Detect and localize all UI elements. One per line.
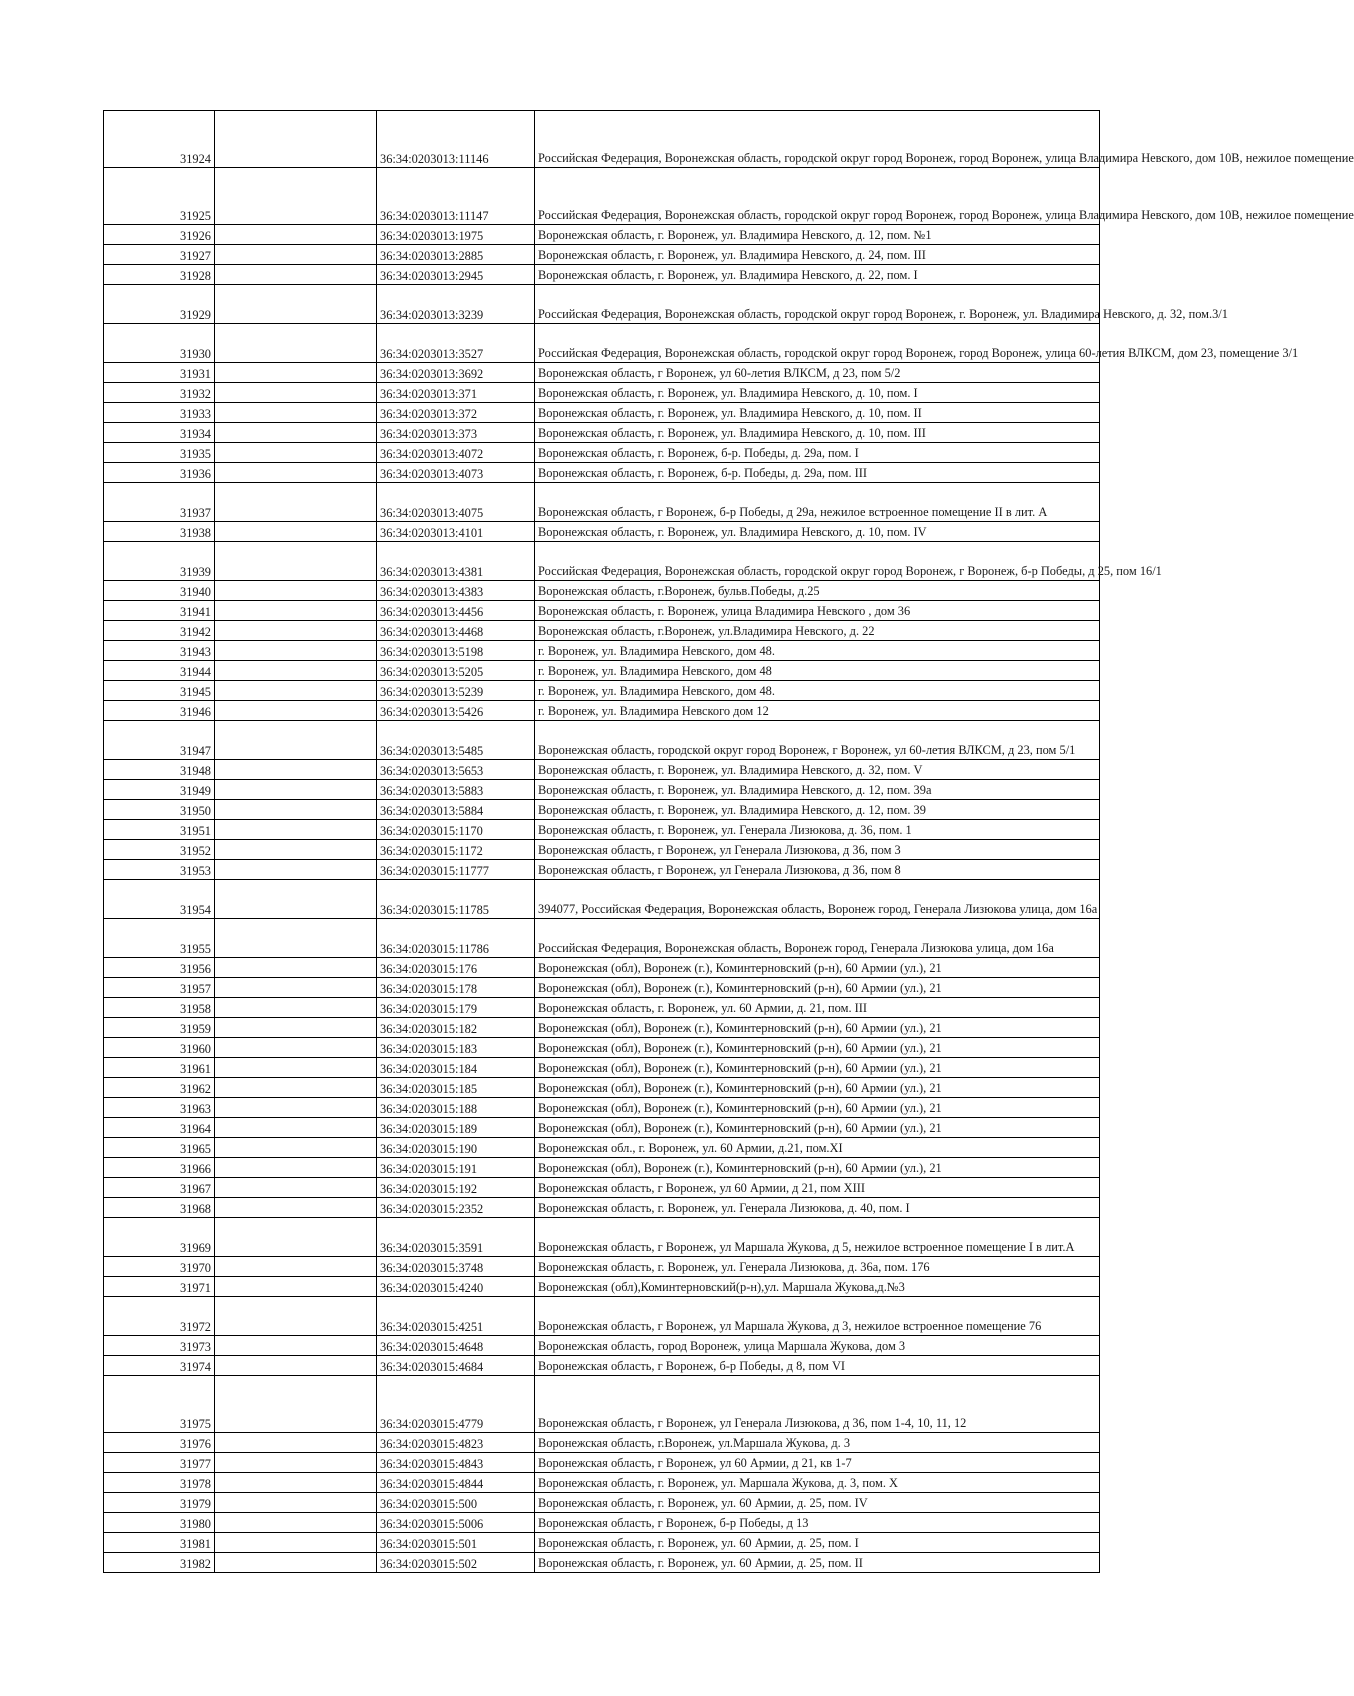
address-cell: Воронежская область, г. Воронеж, ул. Владимира Невского, д. 24, пом. III (535, 245, 1100, 265)
row-number-cell: 31978 (104, 1473, 215, 1493)
cadastral-number-cell: 36:34:0203015:502 (377, 1553, 535, 1573)
row-number-cell: 31967 (104, 1178, 215, 1198)
empty-cell (215, 820, 377, 840)
cadastral-number-cell: 36:34:0203013:4456 (377, 601, 535, 621)
address-cell: г. Воронеж, ул. Владимира Невского, дом 48 (535, 661, 1100, 681)
address-cell: г. Воронеж, ул. Владимира Невского, дом 48. (535, 681, 1100, 701)
empty-cell (215, 522, 377, 542)
table-row (104, 423, 1100, 443)
row-number-cell: 31957 (104, 978, 215, 998)
empty-cell (215, 1078, 377, 1098)
table-row (104, 760, 1100, 780)
cadastral-number-cell: 36:34:0203015:179 (377, 998, 535, 1018)
address-cell: Воронежская область, г Воронеж, б-р Победы, д 13 (535, 1513, 1100, 1533)
address-cell: Воронежская область, город Воронеж, улица Маршала Жукова, дом 3 (535, 1336, 1100, 1356)
address-cell: Воронежская область, г Воронеж, б-р Победы, д 29а, нежилое встроенное помещение II в лит. А (535, 483, 1100, 522)
row-number-cell: 31935 (104, 443, 215, 463)
row-number-cell: 31928 (104, 265, 215, 285)
table-row (104, 1553, 1100, 1573)
cadastral-number-cell: 36:34:0203013:5884 (377, 800, 535, 820)
empty-cell (215, 168, 377, 225)
row-number-cell: 31980 (104, 1513, 215, 1533)
empty-cell (215, 111, 377, 168)
address-cell: Российская Федерация, Воронежская область, Воронеж город, Генерала Лизюкова улица, дом 16а (535, 919, 1100, 958)
empty-cell (215, 780, 377, 800)
address-cell: Воронежская (обл), Воронеж (г.), Коминтерновский (р-н), 60 Армии (ул.), 21 (535, 1158, 1100, 1178)
row-number-cell: 31952 (104, 840, 215, 860)
empty-cell (215, 601, 377, 621)
address-cell: Воронежская область, г.Воронеж, бульв.Победы, д.25 (535, 581, 1100, 601)
empty-cell (215, 1118, 377, 1138)
row-number-cell: 31976 (104, 1433, 215, 1453)
row-number-cell: 31962 (104, 1078, 215, 1098)
empty-cell (215, 840, 377, 860)
empty-cell (215, 463, 377, 483)
empty-cell (215, 1277, 377, 1297)
table-row (104, 621, 1100, 641)
address-cell: г. Воронеж, ул. Владимира Невского, дом 48. (535, 641, 1100, 661)
row-number-cell: 31968 (104, 1198, 215, 1218)
cadastral-number-cell: 36:34:0203013:5426 (377, 701, 535, 721)
row-number-cell: 31930 (104, 324, 215, 363)
cadastral-number-cell: 36:34:0203013:5883 (377, 780, 535, 800)
empty-cell (215, 721, 377, 760)
empty-cell (215, 760, 377, 780)
registry-table-body (104, 111, 1354, 1573)
address-cell: Воронежская область, г. Воронеж, б-р. Победы, д. 29а, пом. I (535, 443, 1100, 463)
cadastral-number-cell: 36:34:0203015:11786 (377, 919, 535, 958)
address-cell: 394077, Российская Федерация, Воронежская область, Воронеж город, Генерала Лизюкова улица, дом 16а (535, 880, 1100, 919)
table-row (104, 1078, 1100, 1098)
row-number-cell: 31925 (104, 168, 215, 225)
cadastral-number-cell: 36:34:0203013:4073 (377, 463, 535, 483)
table-row (104, 1533, 1100, 1553)
row-number-cell: 31951 (104, 820, 215, 840)
row-number-cell: 31944 (104, 661, 215, 681)
address-cell: Российская Федерация, Воронежская область, городской округ город Воронеж, город Воронеж, улица 60-летия ВЛКСМ, дом 23, помещение 3/1 (535, 324, 1100, 363)
row-number-cell: 31973 (104, 1336, 215, 1356)
table-row (104, 641, 1100, 661)
address-cell: Воронежская (обл), Воронеж (г.), Коминтерновский (р-н), 60 Армии (ул.), 21 (535, 1078, 1100, 1098)
table-row (104, 1433, 1100, 1453)
cadastral-number-cell: 36:34:0203013:4383 (377, 581, 535, 601)
cadastral-number-cell: 36:34:0203015:11777 (377, 860, 535, 880)
empty-cell (215, 919, 377, 958)
empty-cell (215, 978, 377, 998)
row-number-cell: 31964 (104, 1118, 215, 1138)
empty-cell (215, 958, 377, 978)
address-cell: Воронежская область, г. Воронеж, ул. Владимира Невского, д. 10, пом. III (535, 423, 1100, 443)
cadastral-number-cell: 36:34:0203013:4101 (377, 522, 535, 542)
row-number-cell: 31938 (104, 522, 215, 542)
table-row (104, 285, 1100, 324)
table-row (104, 443, 1100, 463)
cadastral-number-cell: 36:34:0203015:3591 (377, 1218, 535, 1257)
table-row (104, 1336, 1100, 1356)
empty-cell (215, 581, 377, 601)
table-row (104, 1513, 1100, 1533)
row-number-cell: 31933 (104, 403, 215, 423)
row-number-cell: 31931 (104, 363, 215, 383)
row-number-cell: 31958 (104, 998, 215, 1018)
table-row (104, 542, 1100, 581)
address-cell: Воронежская область, г Воронеж, ул Генерала Лизюкова, д 36, пом 3 (535, 840, 1100, 860)
address-cell: Воронежская (обл), Воронеж (г.), Коминтерновский (р-н), 60 Армии (ул.), 21 (535, 958, 1100, 978)
table-row (104, 860, 1100, 880)
table-row (104, 958, 1100, 978)
empty-cell (215, 1038, 377, 1058)
row-number-cell: 31974 (104, 1356, 215, 1376)
address-cell: Воронежская область, г. Воронеж, улица Владимира Невского , дом 36 (535, 601, 1100, 621)
table-row (104, 1178, 1100, 1198)
table-row (104, 1473, 1100, 1493)
address-cell: Воронежская область, г Воронеж, ул 60-летия ВЛКСМ, д 23, пом 5/2 (535, 363, 1100, 383)
table-row (104, 1098, 1100, 1118)
empty-cell (215, 1453, 377, 1473)
address-cell: Воронежская область, г. Воронеж, ул. 60 Армии, д. 25, пом. I (535, 1533, 1100, 1553)
cadastral-number-cell: 36:34:0203015:4823 (377, 1433, 535, 1453)
address-cell: Воронежская обл., г. Воронеж, ул. 60 Армии, д.21, пом.XI (535, 1138, 1100, 1158)
cadastral-number-cell: 36:34:0203015:189 (377, 1118, 535, 1138)
address-cell: Воронежская область, г Воронеж, б-р Победы, д 8, пом VI (535, 1356, 1100, 1376)
cadastral-number-cell: 36:34:0203015:11785 (377, 880, 535, 919)
cadastral-number-cell: 36:34:0203015:500 (377, 1493, 535, 1513)
cadastral-number-cell: 36:34:0203015:178 (377, 978, 535, 998)
cadastral-number-cell: 36:34:0203015:183 (377, 1038, 535, 1058)
cadastral-number-cell: 36:34:0203013:3239 (377, 285, 535, 324)
cadastral-number-cell: 36:34:0203015:1170 (377, 820, 535, 840)
table-row (104, 978, 1100, 998)
row-number-cell: 31946 (104, 701, 215, 721)
address-cell: Воронежская область, г. Воронеж, ул. Владимира Невского, д. 22, пом. I (535, 265, 1100, 285)
empty-cell (215, 1533, 377, 1553)
row-number-cell: 31982 (104, 1553, 215, 1573)
table-row (104, 111, 1100, 168)
row-number-cell: 31979 (104, 1493, 215, 1513)
address-cell: Воронежская область, г Воронеж, ул Маршала Жукова, д 5, нежилое встроенное помещение I в лит.А (535, 1218, 1100, 1257)
row-number-cell: 31947 (104, 721, 215, 760)
cadastral-number-cell: 36:34:0203013:11147 (377, 168, 535, 225)
table-row (104, 919, 1100, 958)
empty-cell (215, 423, 377, 443)
cadastral-number-cell: 36:34:0203015:4648 (377, 1336, 535, 1356)
table-row (104, 245, 1100, 265)
cadastral-number-cell: 36:34:0203013:3692 (377, 363, 535, 383)
row-number-cell: 31959 (104, 1018, 215, 1038)
empty-cell (215, 403, 377, 423)
address-cell: Воронежская область, г.Воронеж, ул.Маршала Жукова, д. 3 (535, 1433, 1100, 1453)
cadastral-number-cell: 36:34:0203015:4240 (377, 1277, 535, 1297)
address-cell: Воронежская область, г. Воронеж, ул. Генерала Лизюкова, д. 36, пом. 1 (535, 820, 1100, 840)
address-cell: Воронежская область, г. Воронеж, ул. Генерала Лизюкова, д. 40, пом. I (535, 1198, 1100, 1218)
row-number-cell: 31955 (104, 919, 215, 958)
empty-cell (215, 1473, 377, 1493)
cadastral-number-cell: 36:34:0203013:4075 (377, 483, 535, 522)
table-row (104, 483, 1100, 522)
row-number-cell: 31942 (104, 621, 215, 641)
empty-cell (215, 285, 377, 324)
cadastral-number-cell: 36:34:0203013:5653 (377, 760, 535, 780)
cadastral-number-cell: 36:34:0203015:4251 (377, 1297, 535, 1336)
row-number-cell: 31963 (104, 1098, 215, 1118)
address-cell: Воронежская (обл), Воронеж (г.), Коминтерновский (р-н), 60 Армии (ул.), 21 (535, 1018, 1100, 1038)
row-number-cell: 31932 (104, 383, 215, 403)
address-cell: Воронежская область, г. Воронеж, ул. Генерала Лизюкова, д. 36а, пом. 176 (535, 1257, 1100, 1277)
address-cell: Воронежская область, г. Воронеж, ул. Владимира Невского, д. 12, пом. 39а (535, 780, 1100, 800)
row-number-cell: 31961 (104, 1058, 215, 1078)
table-row (104, 463, 1100, 483)
cadastral-number-cell: 36:34:0203015:4844 (377, 1473, 535, 1493)
cadastral-number-cell: 36:34:0203015:176 (377, 958, 535, 978)
address-cell: Российская Федерация, Воронежская область, городской округ город Воронеж, город Воронеж, улица Владимира Невского, дом 10В, нежилое помещение (535, 111, 1100, 168)
empty-cell (215, 1297, 377, 1336)
row-number-cell: 31948 (104, 760, 215, 780)
empty-cell (215, 363, 377, 383)
address-cell: Воронежская область, г. Воронеж, ул. Владимира Невского, д. 32, пом. V (535, 760, 1100, 780)
row-number-cell: 31969 (104, 1218, 215, 1257)
table-row (104, 1218, 1100, 1257)
cadastral-number-cell: 36:34:0203013:4072 (377, 443, 535, 463)
table-row (104, 601, 1100, 621)
empty-cell (215, 1198, 377, 1218)
address-cell: Воронежская область, г.Воронеж, ул.Владимира Невского, д. 22 (535, 621, 1100, 641)
empty-cell (215, 1158, 377, 1178)
cadastral-number-cell: 36:34:0203013:11146 (377, 111, 535, 168)
registry-table (103, 110, 1354, 1573)
cadastral-number-cell: 36:34:0203013:5198 (377, 641, 535, 661)
cadastral-number-cell: 36:34:0203015:5006 (377, 1513, 535, 1533)
empty-cell (215, 383, 377, 403)
table-row (104, 880, 1100, 919)
empty-cell (215, 1376, 377, 1433)
address-cell: Воронежская область, г Воронеж, ул 60 Армии, д 21, пом XIII (535, 1178, 1100, 1198)
table-row (104, 721, 1100, 760)
row-number-cell: 31977 (104, 1453, 215, 1473)
empty-cell (215, 1493, 377, 1513)
address-cell: Воронежская область, г. Воронеж, ул. Владимира Невского, д. 12, пом. №1 (535, 225, 1100, 245)
row-number-cell: 31960 (104, 1038, 215, 1058)
table-row (104, 820, 1100, 840)
address-cell: Воронежская область, г. Воронеж, ул. Владимира Невского, д. 10, пом. II (535, 403, 1100, 423)
table-row (104, 383, 1100, 403)
empty-cell (215, 661, 377, 681)
table-row (104, 1058, 1100, 1078)
table-row (104, 1297, 1100, 1336)
address-cell: Воронежская (обл), Воронеж (г.), Коминтерновский (р-н), 60 Армии (ул.), 21 (535, 1118, 1100, 1138)
row-number-cell: 31956 (104, 958, 215, 978)
table-row (104, 1257, 1100, 1277)
cadastral-number-cell: 36:34:0203015:192 (377, 1178, 535, 1198)
row-number-cell: 31972 (104, 1297, 215, 1336)
cadastral-number-cell: 36:34:0203013:371 (377, 383, 535, 403)
table-row (104, 1277, 1100, 1297)
cadastral-number-cell: 36:34:0203015:1172 (377, 840, 535, 860)
address-cell: Воронежская (обл), Воронеж (г.), Коминтерновский (р-н), 60 Армии (ул.), 21 (535, 1038, 1100, 1058)
table-row (104, 840, 1100, 860)
empty-cell (215, 998, 377, 1018)
empty-cell (215, 324, 377, 363)
table-row (104, 1118, 1100, 1138)
table-row (104, 998, 1100, 1018)
cadastral-number-cell: 36:34:0203013:1975 (377, 225, 535, 245)
cadastral-number-cell: 36:34:0203013:2885 (377, 245, 535, 265)
row-number-cell: 31924 (104, 111, 215, 168)
cadastral-number-cell: 36:34:0203013:3527 (377, 324, 535, 363)
cadastral-number-cell: 36:34:0203015:185 (377, 1078, 535, 1098)
table-row (104, 1018, 1100, 1038)
empty-cell (215, 1098, 377, 1118)
row-number-cell: 31971 (104, 1277, 215, 1297)
row-number-cell: 31936 (104, 463, 215, 483)
table-row (104, 800, 1100, 820)
table-row (104, 661, 1100, 681)
empty-cell (215, 245, 377, 265)
empty-cell (215, 443, 377, 463)
empty-cell (215, 1218, 377, 1257)
address-cell: Воронежская область, г. Воронеж, ул. 60 Армии, д. 25, пом. IV (535, 1493, 1100, 1513)
empty-cell (215, 1257, 377, 1277)
empty-cell (215, 225, 377, 245)
row-number-cell: 31941 (104, 601, 215, 621)
cadastral-number-cell: 36:34:0203013:4468 (377, 621, 535, 641)
empty-cell (215, 701, 377, 721)
address-cell: Воронежская (обл), Воронеж (г.), Коминтерновский (р-н), 60 Армии (ул.), 21 (535, 978, 1100, 998)
address-cell: Воронежская (обл), Воронеж (г.), Коминтерновский (р-н), 60 Армии (ул.), 21 (535, 1098, 1100, 1118)
table-row (104, 1138, 1100, 1158)
row-number-cell: 31950 (104, 800, 215, 820)
table-row (104, 225, 1100, 245)
address-cell: Российская Федерация, Воронежская область, городской округ город Воронеж, г Воронеж, б-р Победы, д 25, пом 16/1 (535, 542, 1100, 581)
table-row (104, 265, 1100, 285)
row-number-cell: 31945 (104, 681, 215, 701)
table-row (104, 1038, 1100, 1058)
empty-cell (215, 880, 377, 919)
cadastral-number-cell: 36:34:0203015:2352 (377, 1198, 535, 1218)
table-row (104, 701, 1100, 721)
address-cell: Воронежская область, г. Воронеж, ул. Владимира Невского, д. 12, пом. 39 (535, 800, 1100, 820)
row-number-cell: 31975 (104, 1376, 215, 1433)
table-row (104, 522, 1100, 542)
row-number-cell: 31970 (104, 1257, 215, 1277)
address-cell: Воронежская область, г Воронеж, ул Генерала Лизюкова, д 36, пом 8 (535, 860, 1100, 880)
cadastral-number-cell: 36:34:0203013:5239 (377, 681, 535, 701)
empty-cell (215, 1553, 377, 1573)
empty-cell (215, 1433, 377, 1453)
cadastral-number-cell: 36:34:0203013:5485 (377, 721, 535, 760)
cadastral-number-cell: 36:34:0203015:188 (377, 1098, 535, 1118)
empty-cell (215, 265, 377, 285)
row-number-cell: 31940 (104, 581, 215, 601)
table-row (104, 681, 1100, 701)
row-number-cell: 31934 (104, 423, 215, 443)
row-number-cell: 31943 (104, 641, 215, 661)
table-row (104, 780, 1100, 800)
address-cell: г. Воронеж, ул. Владимира Невского дом 12 (535, 701, 1100, 721)
cadastral-number-cell: 36:34:0203013:2945 (377, 265, 535, 285)
cadastral-number-cell: 36:34:0203015:191 (377, 1158, 535, 1178)
empty-cell (215, 860, 377, 880)
address-cell: Воронежская (обл), Воронеж (г.), Коминтерновский (р-н), 60 Армии (ул.), 21 (535, 1058, 1100, 1078)
cadastral-number-cell: 36:34:0203015:4779 (377, 1376, 535, 1433)
row-number-cell: 31981 (104, 1533, 215, 1553)
empty-cell (215, 483, 377, 522)
empty-cell (215, 621, 377, 641)
table-row (104, 1376, 1100, 1433)
empty-cell (215, 1138, 377, 1158)
table-row (104, 1493, 1100, 1513)
row-number-cell: 31926 (104, 225, 215, 245)
address-cell: Воронежская область, г Воронеж, ул Генерала Лизюкова, д 36, пом 1-4, 10, 11, 12 (535, 1376, 1100, 1433)
table-row (104, 581, 1100, 601)
cadastral-number-cell: 36:34:0203015:182 (377, 1018, 535, 1038)
table-row (104, 324, 1100, 363)
cadastral-number-cell: 36:34:0203013:5205 (377, 661, 535, 681)
table-row (104, 1158, 1100, 1178)
cadastral-number-cell: 36:34:0203015:501 (377, 1533, 535, 1553)
row-number-cell: 31927 (104, 245, 215, 265)
cadastral-number-cell: 36:34:0203013:373 (377, 423, 535, 443)
cadastral-number-cell: 36:34:0203015:4843 (377, 1453, 535, 1473)
empty-cell (215, 1058, 377, 1078)
row-number-cell: 31939 (104, 542, 215, 581)
address-cell: Российская Федерация, Воронежская область, городской округ город Воронеж, г. Воронеж, ул. Владимира Невского, д. 32, пом.3/1 (535, 285, 1100, 324)
table-row (104, 1453, 1100, 1473)
address-cell: Воронежская область, г. Воронеж, б-р. Победы, д. 29а, пом. III (535, 463, 1100, 483)
address-cell: Воронежская область, г. Воронеж, ул. Маршала Жукова, д. 3, пом. X (535, 1473, 1100, 1493)
table-row (104, 363, 1100, 383)
row-number-cell: 31929 (104, 285, 215, 324)
empty-cell (215, 1356, 377, 1376)
row-number-cell: 31965 (104, 1138, 215, 1158)
cadastral-number-cell: 36:34:0203015:190 (377, 1138, 535, 1158)
cadastral-number-cell: 36:34:0203015:3748 (377, 1257, 535, 1277)
empty-cell (215, 641, 377, 661)
table-row (104, 1356, 1100, 1376)
row-number-cell: 31954 (104, 880, 215, 919)
table-row (104, 168, 1100, 225)
empty-cell (215, 800, 377, 820)
address-cell: Российская Федерация, Воронежская область, городской округ город Воронеж, город Воронеж, улица Владимира Невского, дом 10В, нежилое помещение (535, 168, 1100, 225)
address-cell: Воронежская область, г. Воронеж, ул. 60 Армии, д. 21, пом. III (535, 998, 1100, 1018)
row-number-cell: 31966 (104, 1158, 215, 1178)
row-number-cell: 31937 (104, 483, 215, 522)
empty-cell (215, 1513, 377, 1533)
table-row (104, 1198, 1100, 1218)
empty-cell (215, 681, 377, 701)
empty-cell (215, 542, 377, 581)
address-cell: Воронежская область, городской округ город Воронеж, г Воронеж, ул 60-летия ВЛКСМ, д 23, пом 5/1 (535, 721, 1100, 760)
address-cell: Воронежская область, г. Воронеж, ул. 60 Армии, д. 25, пом. II (535, 1553, 1100, 1573)
empty-cell (215, 1336, 377, 1356)
cadastral-number-cell: 36:34:0203015:184 (377, 1058, 535, 1078)
address-cell: Воронежская область, г Воронеж, ул Маршала Жукова, д 3, нежилое встроенное помещение 76 (535, 1297, 1100, 1336)
cadastral-number-cell: 36:34:0203013:372 (377, 403, 535, 423)
address-cell: Воронежская (обл),Коминтерновский(р-н),ул. Маршала Жукова,д.№3 (535, 1277, 1100, 1297)
row-number-cell: 31953 (104, 860, 215, 880)
address-cell: Воронежская область, г. Воронеж, ул. Владимира Невского, д. 10, пом. I (535, 383, 1100, 403)
table-row (104, 403, 1100, 423)
row-number-cell: 31949 (104, 780, 215, 800)
address-cell: Воронежская область, г Воронеж, ул 60 Армии, д 21, кв 1-7 (535, 1453, 1100, 1473)
cadastral-number-cell: 36:34:0203015:4684 (377, 1356, 535, 1376)
empty-cell (215, 1178, 377, 1198)
empty-cell (215, 1018, 377, 1038)
cadastral-number-cell: 36:34:0203013:4381 (377, 542, 535, 581)
address-cell: Воронежская область, г. Воронеж, ул. Владимира Невского, д. 10, пом. IV (535, 522, 1100, 542)
